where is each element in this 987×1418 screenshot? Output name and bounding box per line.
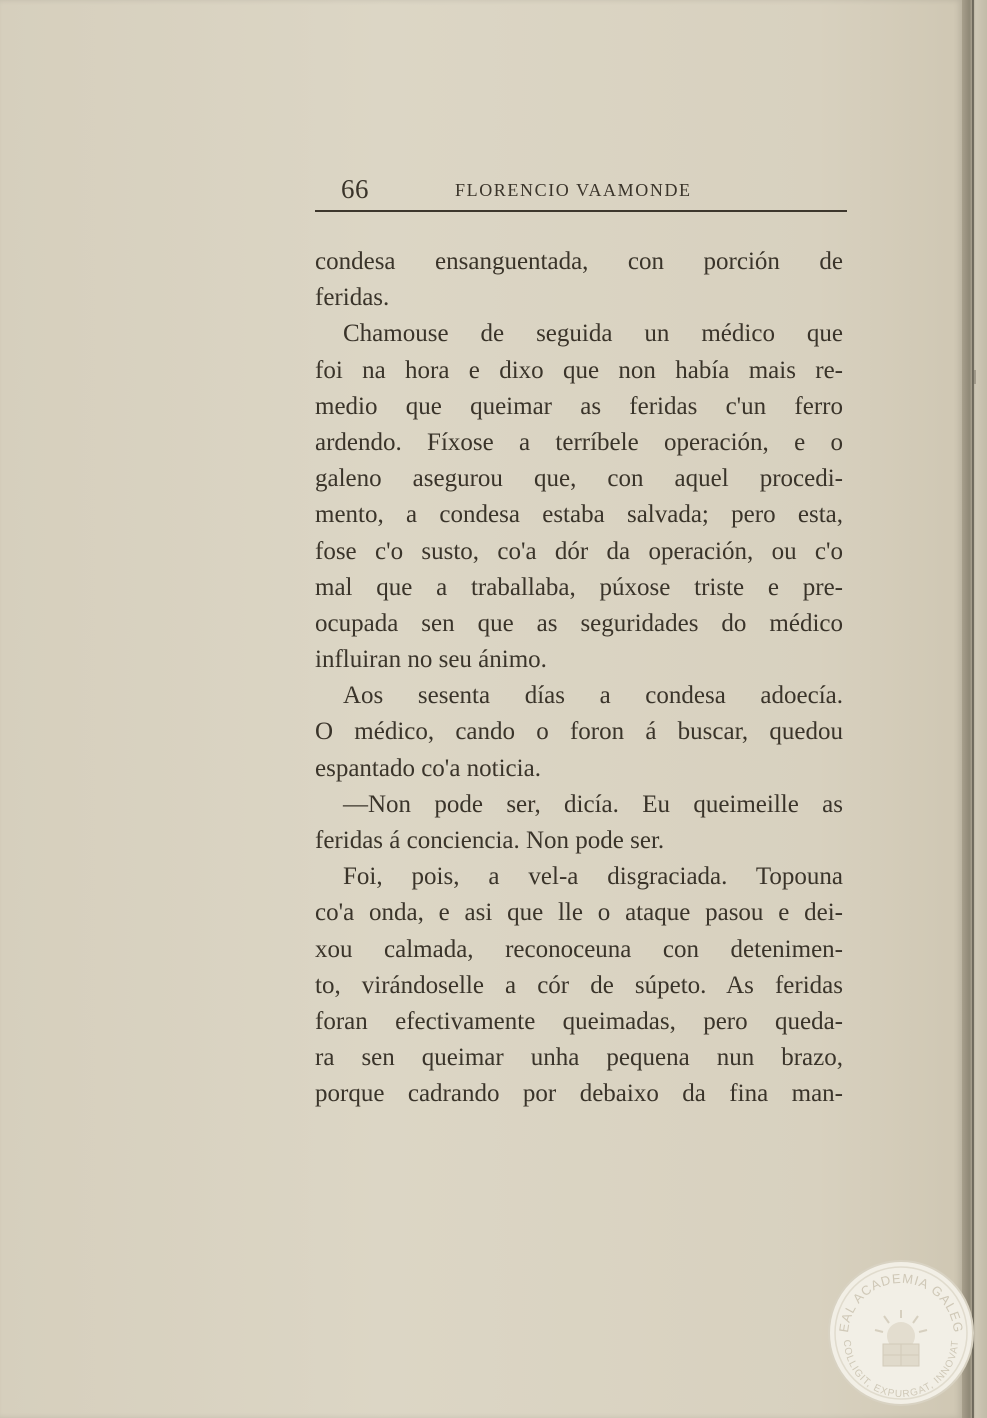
page-number: 66	[341, 174, 369, 204]
body-text	[315, 244, 843, 1113]
text-line: feridas.	[315, 284, 390, 312]
text-line: to, virándoselle a cór de súpeto. As feridas	[315, 971, 843, 999]
svg-text:REAL ACADEMIA GALEGA: EAL ACADEMIA GALEG	[836, 1270, 967, 1335]
text-line: foran efectivamente queimadas, pero queda-	[315, 1007, 843, 1035]
svg-text:COLLIGIT, EXPURGAT, INNOVAT: COLLIGIT, EXPURGAT, INNOVAT	[840, 1339, 962, 1401]
text-line: Foi, pois, a vel-a disgraciada. Topouna	[343, 863, 843, 891]
running-header	[315, 170, 847, 214]
running-title: FLORENCIO VAAMONDE	[455, 180, 692, 200]
text-line: mento, a condesa estaba salvada; pero esta,	[315, 501, 843, 529]
next-page-edge	[962, 0, 987, 1418]
text-line: Chamouse de seguida un médico que	[343, 320, 843, 348]
text-line: influiran no seu ánimo.	[315, 646, 547, 674]
text-line: porque cadrando por debaixo da fina man-	[315, 1080, 843, 1108]
text-line: espantado co'a noticia.	[315, 754, 541, 782]
text-line: —Non pode ser, dicía. Eu queimeille as	[343, 790, 843, 818]
text-line: xou calmada, reconoceuna con detenimen-	[315, 935, 843, 963]
text-line: foi na hora e dixo que non había mais re-	[315, 356, 843, 384]
text-line: co'a onda, e asi que lle o ataque pasou e dei-	[315, 899, 843, 927]
text-line: condesa ensanguentada, con porción de	[315, 248, 843, 275]
text-line: feridas á conciencia. Non pode ser.	[315, 827, 665, 854]
text-line: ocupada sen que as seguridades do médico	[315, 609, 843, 637]
text-line: fose c'o susto, co'a dór da operación, ou c'o	[315, 537, 843, 565]
margin-mark	[974, 370, 976, 384]
text-line: ra sen queimar unha pequena nun brazo,	[315, 1044, 843, 1072]
text-line: medio que queimar as feridas c'un ferro	[315, 392, 843, 420]
text-line: ardendo. Fíxose a terríbele operación, e o	[315, 428, 843, 456]
stamp-seal-icon	[826, 1258, 976, 1408]
header-rule	[315, 210, 847, 212]
library-stamp	[826, 1258, 976, 1408]
text-line: O médico, cando o foron á buscar, quedou	[315, 718, 843, 746]
text-line: galeno asegurou que, con aquel procedi-	[315, 465, 843, 493]
text-line: mal que a traballaba, púxose triste e pre-	[315, 573, 843, 601]
page-edge-line	[972, 0, 974, 1418]
text-line: Aos sesenta días a condesa adoecía.	[343, 682, 843, 710]
